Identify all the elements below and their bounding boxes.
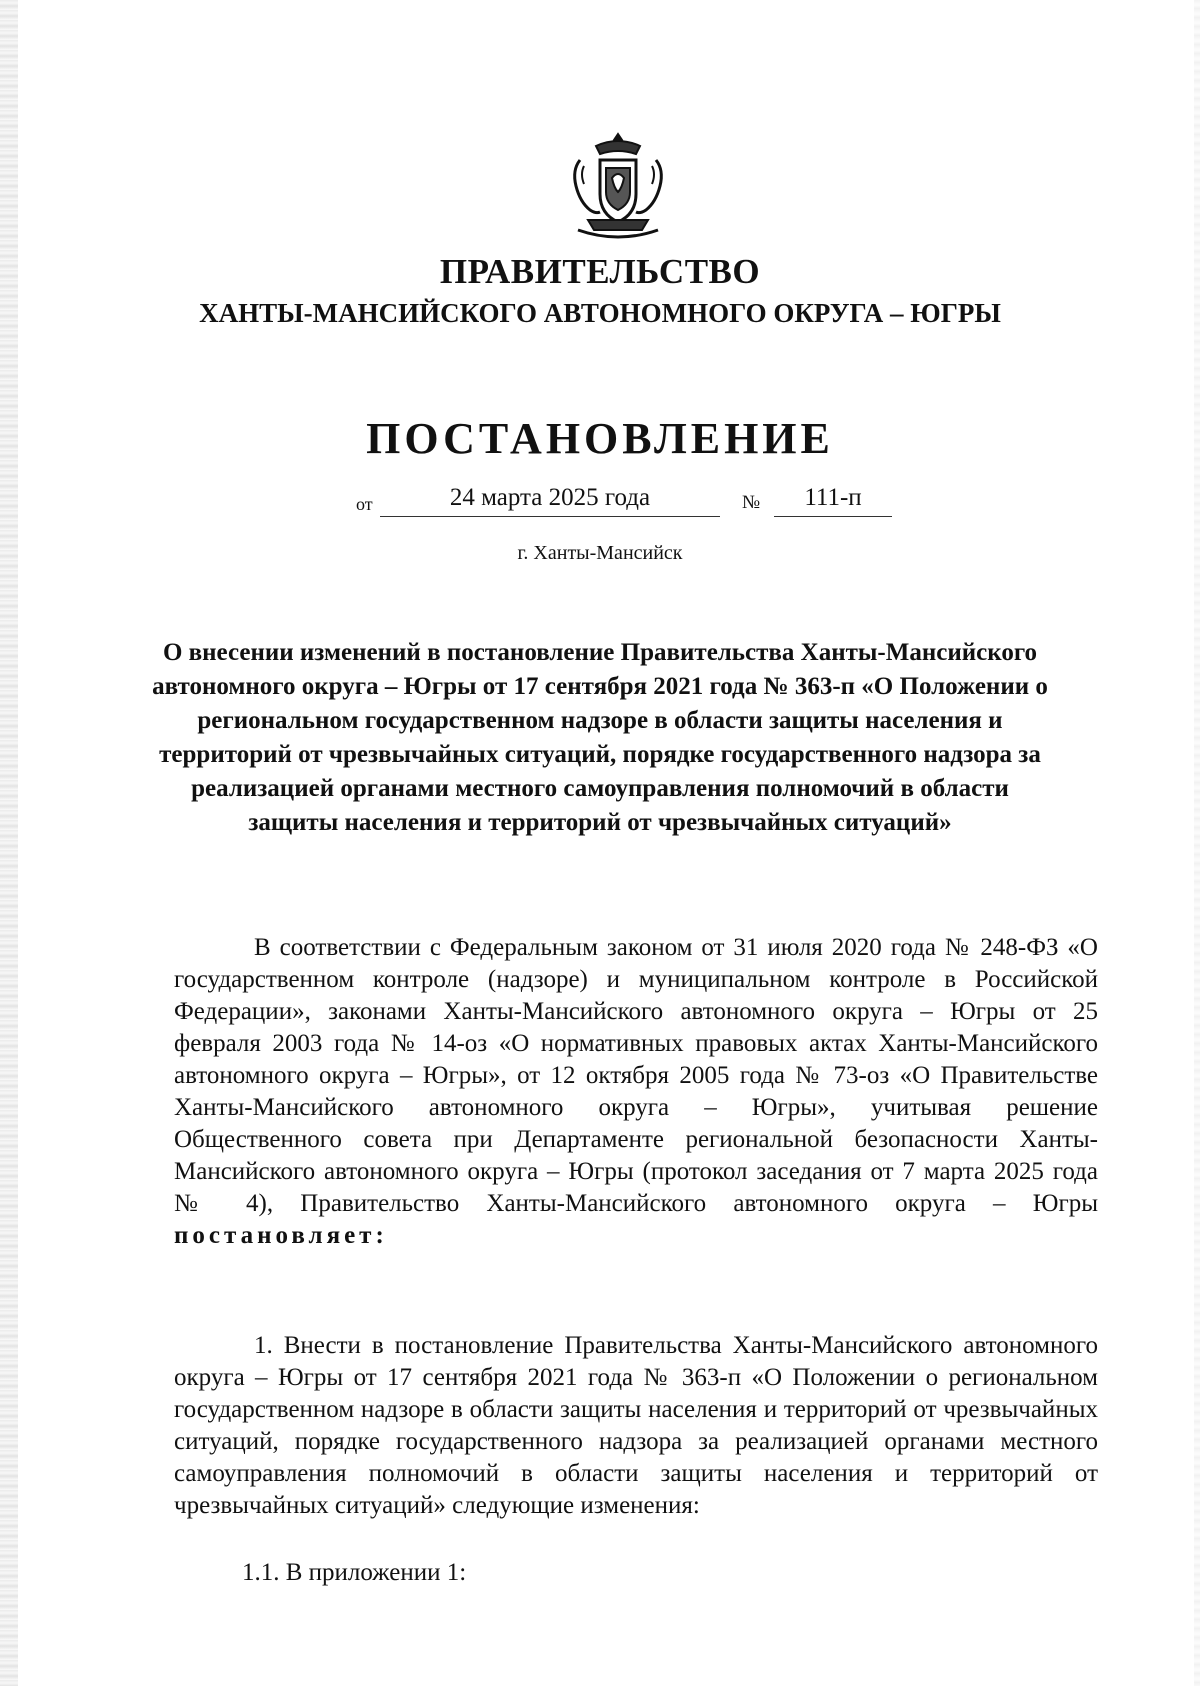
- document-date: 24 марта 2025 года: [380, 484, 720, 517]
- number-label: №: [742, 492, 761, 513]
- item-1-1-paragraph: 1.1. В приложении 1:: [242, 1559, 467, 1586]
- item-1-paragraph: 1. Внести в постановление Правительства Ханты-Мансийского автономного округа – Югры от 17 сентября 2021 года № 363-п «О Положении о региональном государственном надзоре в области защиты населения и территорий от чрезвычайных ситуаций, порядке государственного надзора за реализацией органами местного самоуправления полномочий в области защиты населения и территорий от чрезвычайных ситуаций» следующие изменения:: [174, 1332, 1098, 1519]
- preamble-text: В соответствии с Федеральным законом от 31 июля 2020 года № 248-ФЗ «О государственном контроле (надзоре) и муниципальном контроле в Российской Федерации», законами Ханты-Мансийского автономного округа – Югры от 25 февраля 2003 года № 14-оз «О нормативных правовых актах Ханты-Мансийского автономного округа – Югры», от 12 октября 2005 года № 73-оз «О Правительстве Ханты-Мансийского автономного округа – Югры», учитывая решение Общественного совета при Департаменте региональной безопасности Ханты-Мансийского автономного округа – Югры (протокол заседания от 7 марта 2025 года № 4), Правительство Ханты-Мансийского автономного округа – Югры: [174, 934, 1098, 1217]
- region-title: ХАНТЫ-МАНСИЙСКОГО АВТОНОМНОГО ОКРУГА – ЮГРЫ: [199, 298, 1001, 328]
- preamble-paragraph: [174, 932, 1098, 1252]
- coat-of-arms-emblem: [566, 130, 670, 242]
- city-line: г. Ханты-Мансийск: [517, 542, 683, 564]
- government-title: ПРАВИТЕЛЬСТВО: [439, 252, 761, 291]
- date-from-label: от: [356, 494, 373, 514]
- document-subject: О внесении изменений в постановление Правительства Ханты-Мансийского автономного округа – Югры от 17 сентября 2021 года № 363-п «О Положении о региональном государственном надзоре в области защиты населения и территорий от чрезвычайных ситуаций, порядке государственного надзора за реализацией органами местного самоуправления полномочий в области защиты населения и территорий от чрезвычайных ситуаций»: [152, 639, 1048, 836]
- date-number-line: [356, 484, 896, 524]
- document-number: 111-п: [774, 484, 892, 517]
- document-type-title: ПОСТАНОВЛЕНИЕ: [366, 414, 834, 463]
- resolves-word: постановляет:: [174, 1222, 388, 1249]
